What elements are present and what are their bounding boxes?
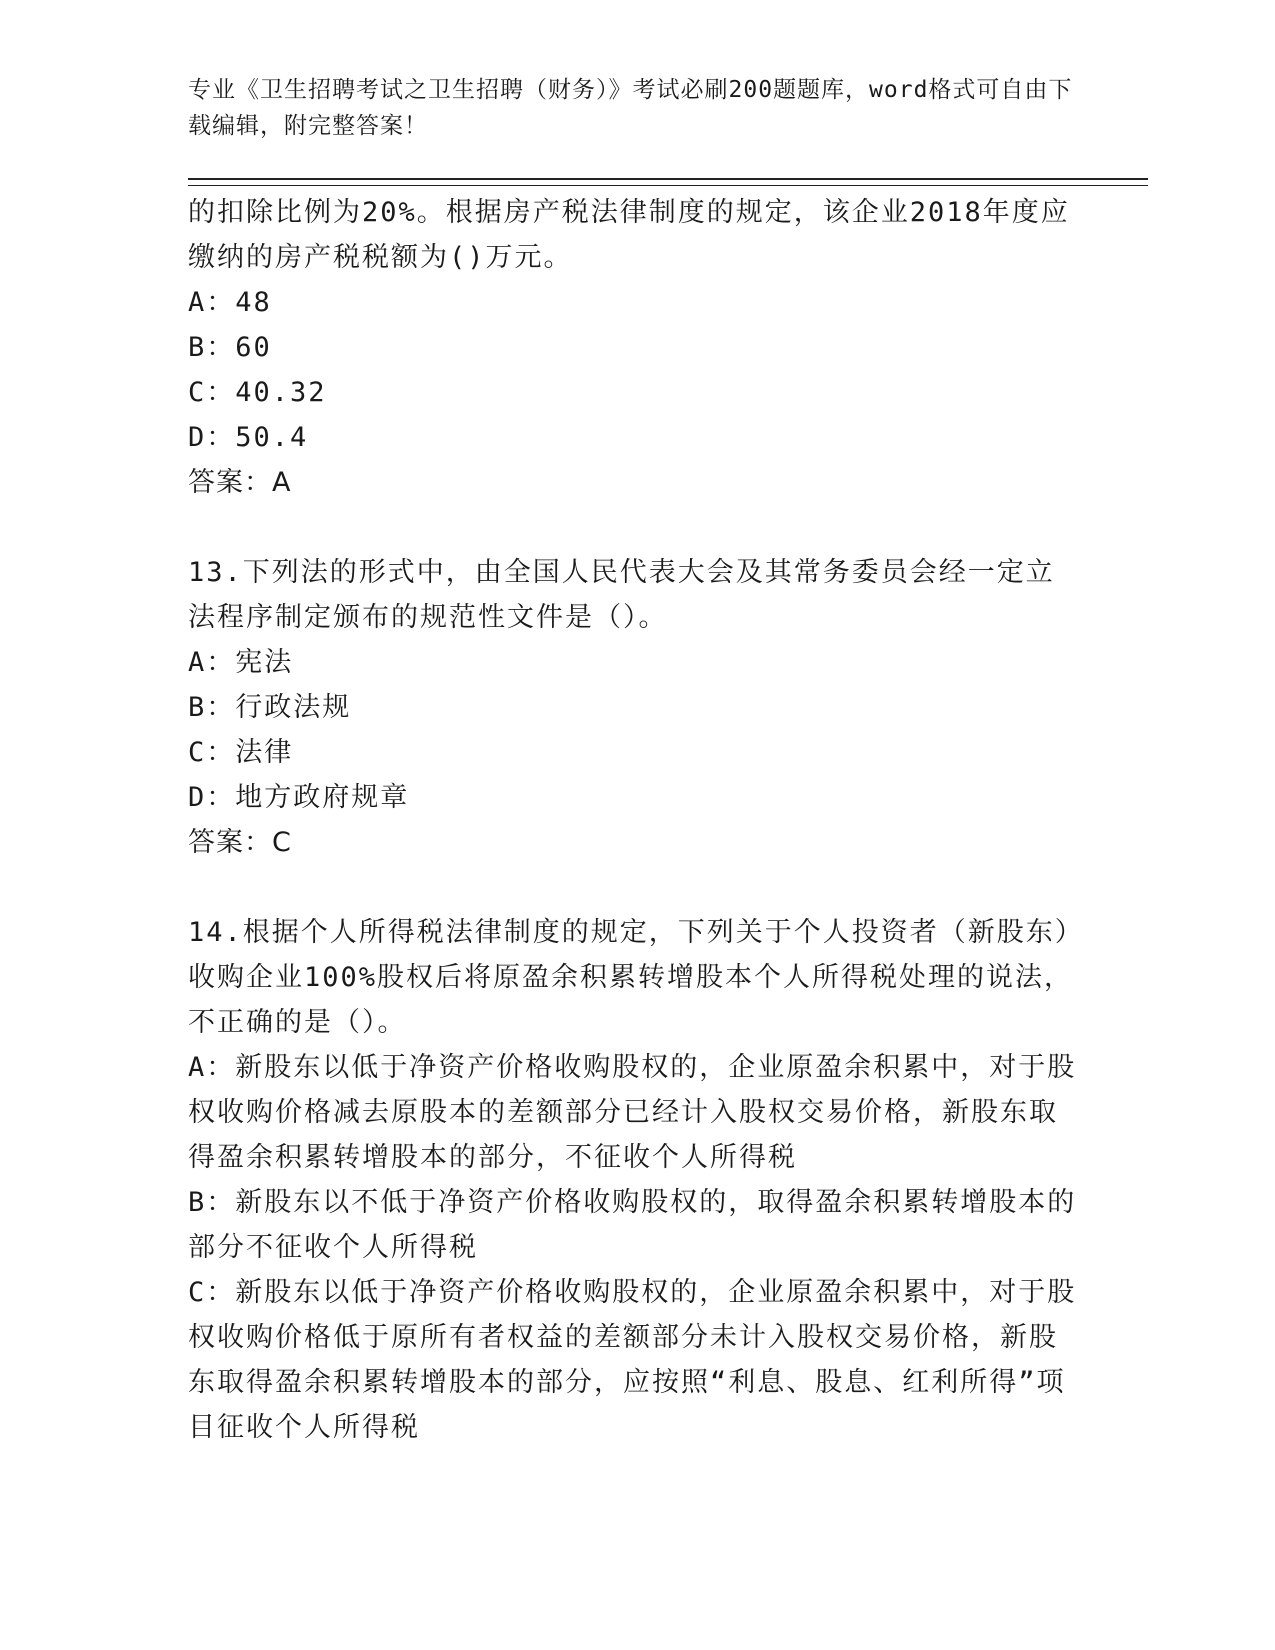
option-c: C：法律 (188, 737, 294, 768)
option-d: D：地方政府规章 (188, 782, 410, 813)
document-body (188, 190, 1078, 1450)
header-divider (188, 178, 1148, 186)
document-header: 专业《卫生招聘考试之卫生招聘（财务）》考试必刷200题题库，word格式可自由下载编辑，附完整答案！ (188, 77, 1073, 139)
question-text: 的扣除比例为20%。根据房产税法律制度的规定，该企业2018年度应缴纳的房产税税额为()万元。 (188, 197, 1070, 273)
question-text: 13.下列法的形式中，由全国人民代表大会及其常务委员会经一定立法程序制定颁布的规范性文件是（）。 (188, 557, 1055, 633)
question-text: 14.根据个人所得税法律制度的规定，下列关于个人投资者（新股东）收购企业100%股权后将原盈余积累转增股本个人所得税处理的说法，不正确的是（）。 (188, 917, 1074, 1038)
option-c: C：40.32 (188, 377, 327, 408)
option-a: A：48 (188, 287, 272, 318)
question-fragment (188, 190, 1078, 505)
question-14 (188, 910, 1078, 1450)
answer-line: 答案：A (188, 467, 292, 498)
option-b: B：60 (188, 332, 272, 363)
option-a: A：宪法 (188, 647, 294, 678)
option-b: B：行政法规 (188, 692, 352, 723)
question-13 (188, 550, 1078, 865)
spacer (188, 865, 1078, 910)
answer-line: 答案：C (188, 827, 292, 858)
option-b: B：新股东以不低于净资产价格收购股权的，取得盈余积累转增股本的部分不征收个人所得税 (188, 1187, 1077, 1263)
option-c: C：新股东以低于净资产价格收购股权的，企业原盈余积累中，对于股权收购价格低于原所有者权益的差额部分未计入股权交易价格，新股东取得盈余积累转增股本的部分，应按照“利息、股息、红利所得”项目征收个人所得税 (188, 1277, 1077, 1443)
option-d: D：50.4 (188, 422, 309, 453)
option-a: A：新股东以低于净资产价格收购股权的，企业原盈余积累中，对于股权收购价格减去原股本的差额部分已经计入股权交易价格，新股东取得盈余积累转增股本的部分，不征收个人所得税 (188, 1052, 1077, 1173)
spacer (188, 505, 1078, 550)
